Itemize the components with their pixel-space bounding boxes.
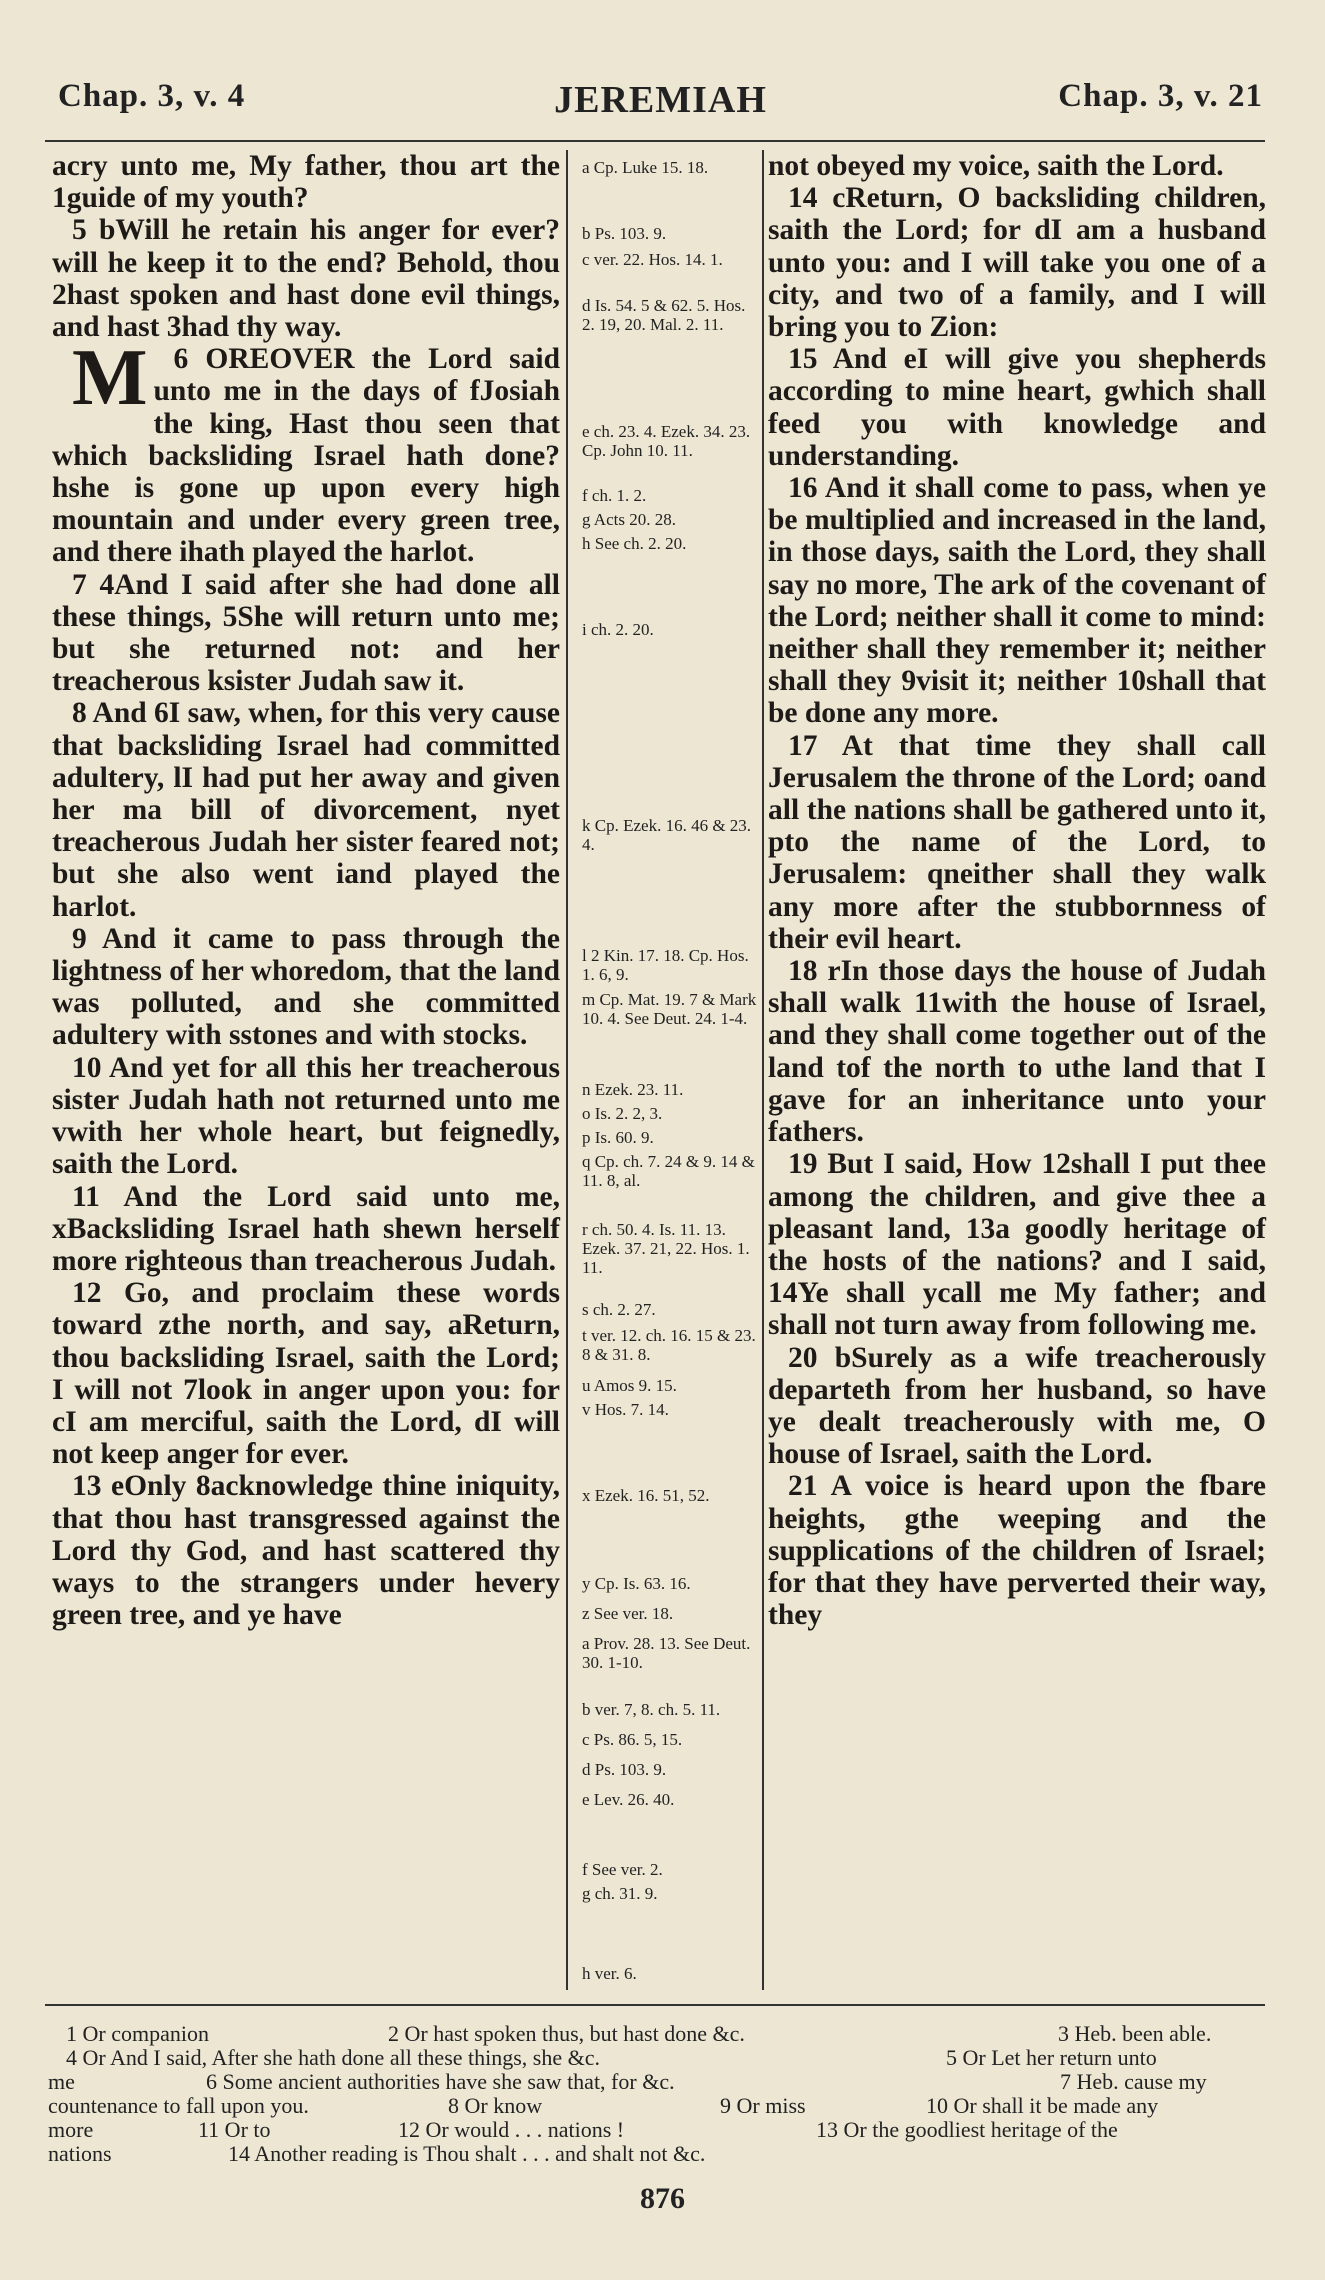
footnote-continuation: more [48, 2117, 94, 2142]
margin-ref: a Prov. 28. 13. See Deut. 30. 1-10. [582, 1634, 751, 1672]
cross-reference-column [574, 150, 762, 1990]
margin-ref: z See ver. 18. [582, 1604, 674, 1623]
margin-ref: q Cp. ch. 7. 24 & 9. 14 & 11. 8, al. [582, 1152, 755, 1190]
verse-text: 12 Go, and proclaim these words toward zthe north, and say, aReturn, thou backsliding Israel, saith the Lord; I will not 7look in anger upon you: for cI am merciful, saith the Lord, dI will not keep anger for ever. [52, 1277, 560, 1471]
footnotes [48, 2022, 1266, 2166]
margin-ref: c Ps. 86. 5, 15. [582, 1730, 683, 1749]
footnote: 1 Or companion [66, 2021, 209, 2046]
margin-ref: s ch. 2. 27. [582, 1300, 656, 1319]
column-divider-left [566, 150, 568, 1990]
verse-text: 17 At that time they shall call Jerusalem the throne of the Lord; oand all the nations shall be gathered unto it, pto the name of the Lord, to Jerusalem: qneither shall they walk any more after the stubbornness of their evil heart. [768, 729, 1266, 955]
footnote-rule [45, 2004, 1265, 2006]
header-rule [45, 140, 1265, 142]
margin-ref: e Lev. 26. 40. [582, 1790, 675, 1809]
page-number: 876 [640, 2182, 685, 2215]
margin-ref: l 2 Kin. 17. 18. Cp. Hos. 1. 6, 9. [582, 946, 749, 984]
margin-ref: d Is. 54. 5 & 62. 5. Hos. 2. 19, 20. Mal. 2. 11. [582, 296, 746, 334]
verse-text: 5 bWill he retain his anger for ever? will he keep it to the end? Behold, thou 2hast spoken and hast done evil things, and hast 3had thy way. [52, 214, 560, 344]
right-text-column [768, 150, 1266, 1631]
footnote: 4 Or And I said, After she hath done all these things, she &c. [66, 2045, 601, 2070]
footnote: 7 Heb. cause my [1060, 2069, 1207, 2094]
footnote: 11 Or to [198, 2117, 271, 2142]
column-divider-right [762, 150, 764, 1990]
running-header [58, 78, 1263, 128]
margin-ref: k Cp. Ezek. 16. 46 & 23. 4. [582, 816, 752, 854]
verse-text: 14 cReturn, O backsliding children, saith the Lord; for dI am a husband unto you: and I will take you one of a city, and two of a family, and I will bring you to Zion: [768, 182, 1266, 344]
verse-text: 15 And eI will give you shepherds according to mine heart, gwhich shall feed you with knowledge and understanding. [768, 343, 1266, 472]
margin-ref: b ver. 7, 8. ch. 5. 11. [582, 1700, 721, 1719]
margin-ref: m Cp. Mat. 19. 7 & Mark 10. 4. See Deut. 24. 1-4. [582, 990, 757, 1028]
footnote: 8 Or know [448, 2093, 543, 2118]
verse-text: 11 And the Lord said unto me, xBacksliding Israel hath shewn herself more righteous than treacherous Judah. [52, 1180, 560, 1277]
verse-text: not obeyed my voice, saith the Lord. [768, 150, 1224, 182]
margin-ref: g ch. 31. 9. [582, 1884, 658, 1903]
footnote: 12 Or would . . . nations ! [398, 2117, 625, 2142]
verse-6 [52, 334, 560, 569]
margin-ref: d Ps. 103. 9. [582, 1760, 667, 1779]
verse-text: acry unto me, My father, thou art the 1guide of my youth? [52, 150, 560, 215]
verse-text: 7 4And I said after she had done all these things, 5She will return unto me; but she returned not: and her treacherous ksister Judah saw it. [52, 568, 560, 698]
footnote: 13 Or the goodliest heritage of the [816, 2117, 1118, 2142]
footnote: 6 Some ancient authorities have she saw that, for &c. [206, 2069, 675, 2094]
verse-text: 8 And 6I saw, when, for this very cause that backsliding Israel had committed adultery, lI had put her away and given her ma bill of divorcement, nyet treacherous Judah her sister feared not; but she also went iand played the harlot. [52, 697, 560, 923]
margin-ref: h ver. 6. [582, 1964, 637, 1983]
margin-ref: g Acts 20. 28. [582, 510, 676, 529]
verse-text: OREOVER the Lord said unto me in the days of fJosiah the king, Hast thou seen that which backsliding Israel hath done? hshe is gone up upon every high mountain and under every green tree, and there ihath played the harlot. [52, 343, 560, 569]
verse-text: 10 And yet for all this her treacherous sister Judah hath not returned unto me vwith her whole heart, but feignedly, saith the Lord. [52, 1051, 560, 1181]
margin-ref: v Hos. 7. 14. [582, 1400, 669, 1419]
header-right-ref: Chap. 3, v. 21 [1058, 78, 1263, 114]
verse-text: 13 eOnly 8acknowledge thine iniquity, that thou hast transgressed against the Lord thy God, and hast scattered thy ways to the strangers under hevery green tree, and ye have [52, 1470, 560, 1632]
margin-ref: c ver. 22. Hos. 14. 1. [582, 250, 723, 269]
verse-text: 9 And it came to pass through the lightness of her whoredom, that the land was polluted, and she committed adultery with sstones and with stocks. [52, 922, 560, 1052]
footnote: 14 Another reading is Thou shalt . . . and shalt not &c. [228, 2141, 706, 2166]
margin-ref: y Cp. Is. 63. 16. [582, 1574, 691, 1593]
verse-text: 16 And it shall come to pass, when ye be multiplied and increased in the land, in those days, saith the Lord, they shall say no more, The ark of the covenant of the Lord; neither shall it come to mind: neither shall they remember it; neither shall they 9visit it; neither 10shall that be done any more. [768, 472, 1266, 730]
margin-ref: f ch. 1. 2. [582, 486, 647, 505]
margin-ref: a Cp. Luke 15. 18. [582, 158, 709, 177]
margin-ref: b Ps. 103. 9. [582, 224, 667, 243]
margin-ref: n Ezek. 23. 11. [582, 1080, 684, 1099]
margin-ref: f See ver. 2. [582, 1860, 663, 1879]
footnote-continuation: nations [48, 2141, 112, 2166]
book-title: JEREMIAH [554, 79, 767, 121]
verse-text: 19 But I said, How 12shall I put thee among the children, and give thee a pleasant land, 13a goodly heritage of the hosts of the nations? and I said, 14Ye shall ycall me My father; and shall not turn away from following me. [768, 1148, 1266, 1342]
left-text-column [52, 150, 560, 1631]
margin-ref: u Amos 9. 15. [582, 1376, 677, 1395]
verse-text: 18 rIn those days the house of Judah shall walk 11with the house of Israel, and they shall come together out of the land tof the north to uthe land that I gave for an inheritance unto your fathers. [768, 955, 1266, 1149]
footnote-continuation: me [48, 2069, 75, 2094]
margin-ref: h See ch. 2. 20. [582, 534, 687, 553]
verse-text: 20 bSurely as a wife treacherously departeth from her husband, so have ye dealt treacherously with me, O house of Israel, saith the Lord. [768, 1341, 1266, 1471]
header-left-ref: Chap. 3, v. 4 [58, 78, 246, 114]
margin-ref: r ch. 50. 4. Is. 11. 13. Ezek. 37. 21, 22. Hos. 1. 11. [582, 1220, 750, 1277]
margin-ref: p Is. 60. 9. [582, 1128, 654, 1147]
margin-ref: x Ezek. 16. 51, 52. [582, 1486, 710, 1505]
footnote: 5 Or Let her return unto [946, 2045, 1157, 2070]
verse-number: 6 [173, 343, 189, 376]
margin-ref: e ch. 23. 4. Ezek. 34. 23. Cp. John 10. 11. [582, 422, 751, 460]
footnote: 10 Or shall it be made any [926, 2093, 1159, 2118]
footnote: 9 Or miss [720, 2093, 806, 2118]
margin-ref: i ch. 2. 20. [582, 620, 654, 639]
margin-ref: t ver. 12. ch. 16. 15 & 23. 8 & 31. 8. [582, 1326, 756, 1364]
footnote: 3 Heb. been able. [1058, 2021, 1212, 2046]
drop-cap: M [72, 334, 148, 423]
margin-ref: o Is. 2. 2, 3. [582, 1104, 663, 1123]
verse-text: 21 A voice is heard upon the fbare heights, gthe weeping and the supplications of the children of Israel; for that they have perverted their way, they [768, 1470, 1266, 1632]
footnote: 2 Or hast spoken thus, but hast done &c. [388, 2021, 745, 2046]
footnote-continuation: countenance to fall upon you. [48, 2093, 309, 2118]
